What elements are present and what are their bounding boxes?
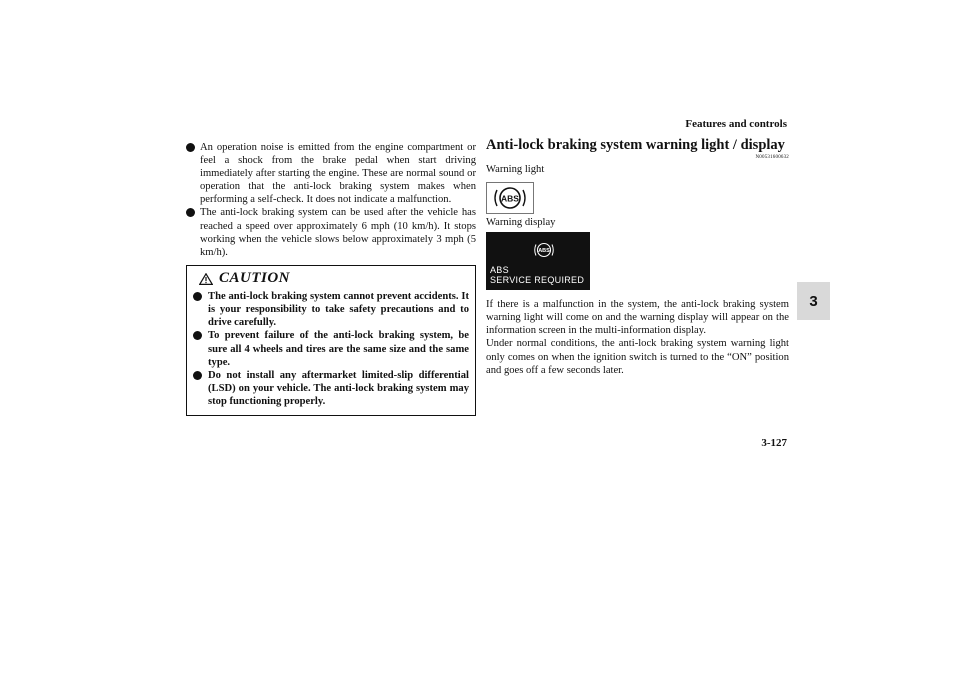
chapter-number: 3 [809,292,818,310]
caution-text: The anti-lock braking system cannot prevent accidents. It is your responsibility to take safety precautions and to drive carefully. [208,290,469,329]
right-column [486,137,789,377]
bullet-icon [193,371,202,380]
bullet-item [186,141,476,206]
left-column [186,141,476,416]
bullet-icon [186,208,195,217]
abs-warning-display [486,232,590,290]
warning-triangle-icon [199,273,213,285]
abs-display-icon [532,240,556,260]
caution-item [193,369,469,409]
section-title: Anti-lock braking system warning light / display [486,137,785,153]
display-line-abs: ABS [490,265,509,276]
caution-item [193,290,469,330]
chapter-tab [797,282,830,320]
warning-light-label: Warning light [486,164,545,175]
document-code: N00531600632 [755,155,789,160]
caution-title: CAUTION [219,270,291,287]
display-line-service: SERVICE REQUIRED [490,275,585,286]
section-header: Features and controls [685,118,787,130]
caution-text: To prevent failure of the anti-lock braking system, be sure all 4 wheels and tires are the same size and the same type. [208,330,469,368]
paragraph: Under normal conditions, the anti-lock braking system warning light only comes on when the ignition switch is turned to the “ON” position and goes off a few seconds later. [486,338,789,376]
caution-header [193,268,469,290]
caution-text: Do not install any aftermarket limited-slip differential (LSD) on your vehicle. The anti-lock braking system may stop functioning properly. [208,370,469,408]
bullet-icon [186,143,195,152]
svg-text:ABS: ABS [538,248,550,255]
caution-box [186,265,476,416]
bullet-text: The anti-lock braking system can be used after the vehicle has reached a speed over approximately 6 mph (10 km/h). It stops working when the vehicle slows below approximately 3 mph (5 km/h). [200,207,476,258]
warning-display-label: Warning display [486,217,556,229]
bullet-icon [193,331,202,340]
caution-body [193,290,469,409]
bullet-text: An operation noise is emitted from the engine compartment or feel a shock from the brake pedal when start driving immediately after starting the engine. These are normal sound or operation that the anti-lock braking system makes when performing a self-check. It does not indicate a malfunction. [200,142,476,206]
caution-item [193,329,469,369]
bullet-icon [193,292,202,301]
abs-icon-text: ABS [501,193,519,204]
page-number: 3-127 [761,437,787,449]
bullet-item [186,206,476,258]
paragraph: If there is a malfunction in the system, the anti-lock braking system warning light will come on and the warning display will appear on the information screen in the multi-information display. [486,299,789,337]
abs-warning-light-icon [486,182,534,214]
